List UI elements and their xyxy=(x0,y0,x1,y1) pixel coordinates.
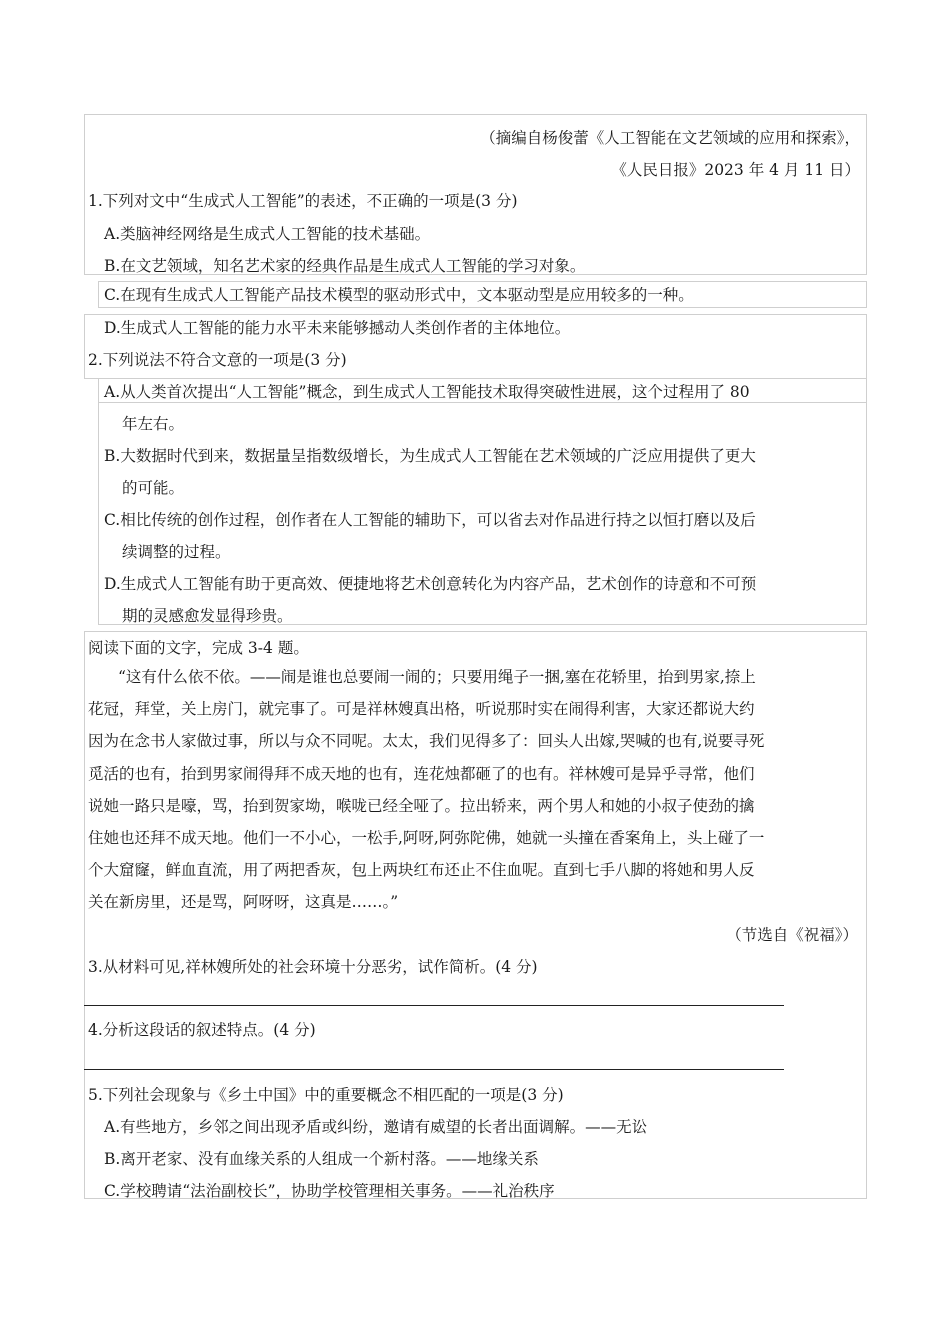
passage-line-2: 花冠，拜堂，关上房门，就完事了。可是祥林嫂真出格，听说那时实在闹得利害，大家还都说大约 xyxy=(88,700,755,718)
question-1-option-d: D.生成式人工智能的能力水平未来能够撼动人类创作者的主体地位。 xyxy=(104,319,571,337)
question-2-option-b-line1: B.大数据时代到来，数据量呈指数级增长，为生成式人工智能在艺术领域的广泛应用提供了更大 xyxy=(104,447,756,465)
question-1-option-c: C.在现有生成式人工智能产品技术模型的驱动形式中，文本驱动型是应用较多的一种。 xyxy=(104,286,694,304)
passage-line-8: 关在新房里，还是骂，阿呀呀，这真是……。” xyxy=(88,893,399,911)
question-2-option-b-line2: 的可能。 xyxy=(122,479,185,497)
question-4-answer-line[interactable] xyxy=(84,1069,784,1070)
question-5-option-b: B.离开老家、没有血缘关系的人组成一个新村落。——地缘关系 xyxy=(104,1150,539,1168)
question-2-stem: 2.下列说法不符合文意的一项是(3 分) xyxy=(88,351,347,369)
passage-line-1: “这有什么依不依。——闹是谁也总要闹一闹的；只要用绳子一捆,塞在花轿里，抬到男家,捺上 xyxy=(118,668,756,686)
question-2-option-d-line2: 期的灵感愈发显得珍贵。 xyxy=(122,607,293,625)
question-2-option-a-line1: A.从人类首次提出“人工智能”概念，到生成式人工智能技术取得突破性进展，这个过程用了 80 xyxy=(104,383,750,401)
passage-source: （节选自《祝福》） xyxy=(726,926,858,944)
question-3-stem: 3.从材料可见,祥林嫂所处的社会环境十分恶劣，试作简析。(4 分) xyxy=(88,958,538,976)
question-5-option-c: C.学校聘请“法治副校长”，协助学校管理相关事务。——礼治秩序 xyxy=(104,1182,555,1200)
question-4-stem: 4.分析这段话的叙述特点。(4 分) xyxy=(88,1021,316,1039)
reading-instruction: 阅读下面的文字，完成 3-4 题。 xyxy=(88,639,309,657)
question-2-option-d-line1: D.生成式人工智能有助于更高效、便捷地将艺术创意转化为内容产品，艺术创作的诗意和不可预 xyxy=(104,575,757,593)
passage-line-4: 觅活的也有，抬到男家闹得拜不成天地的也有，连花烛都砸了的也有。祥林嫂可是异乎寻常，他们 xyxy=(88,765,755,783)
question-2-option-c-line2: 续调整的过程。 xyxy=(122,543,231,561)
question-2-option-a-line2: 年左右。 xyxy=(122,415,185,433)
question-5-stem: 5.下列社会现象与《乡土中国》中的重要概念不相匹配的一项是(3 分) xyxy=(88,1086,564,1104)
question-5-option-a: A.有些地方，乡邻之间出现矛盾或纠纷，邀请有威望的长者出面调解。——无讼 xyxy=(104,1118,648,1136)
question-1-stem: 1.下列对文中“生成式人工智能”的表述，不正确的一项是(3 分) xyxy=(88,192,518,210)
question-2-option-c-line1: C.相比传统的创作过程，创作者在人工智能的辅助下，可以省去对作品进行持之以恒打磨以及后 xyxy=(104,511,756,529)
passage-line-6: 住她也还拜不成天地。他们一不小心，一松手,阿呀,阿弥陀佛，她就一头撞在香案角上，头上碰了一 xyxy=(88,829,765,847)
question-3-answer-line[interactable] xyxy=(84,1005,784,1006)
passage-line-7: 个大窟窿，鲜血直流，用了两把香灰，包上两块红布还止不住血呢。直到七手八脚的将她和男人反 xyxy=(88,861,755,879)
passage-line-3: 因为在念书人家做过事，所以与众不同呢。太太，我们见得多了：回头人出嫁,哭喊的也有,说要寻死 xyxy=(88,732,765,750)
passage-line-5: 说她一路只是嚎，骂，抬到贺家坳，喉咙已经全哑了。拉出轿来，两个男人和她的小叔子使劲的擒 xyxy=(88,797,755,815)
source-citation-line2: 《人民日报》2023 年 4 月 11 日） xyxy=(611,161,860,179)
question-1-option-a: A.类脑神经网络是生成式人工智能的技术基础。 xyxy=(104,225,431,243)
source-citation-line1: （摘编自杨俊蕾《人工智能在文艺领域的应用和探索》， xyxy=(480,129,860,147)
question-1-option-b: B.在文艺领域，知名艺术家的经典作品是生成式人工智能的学习对象。 xyxy=(104,257,586,275)
